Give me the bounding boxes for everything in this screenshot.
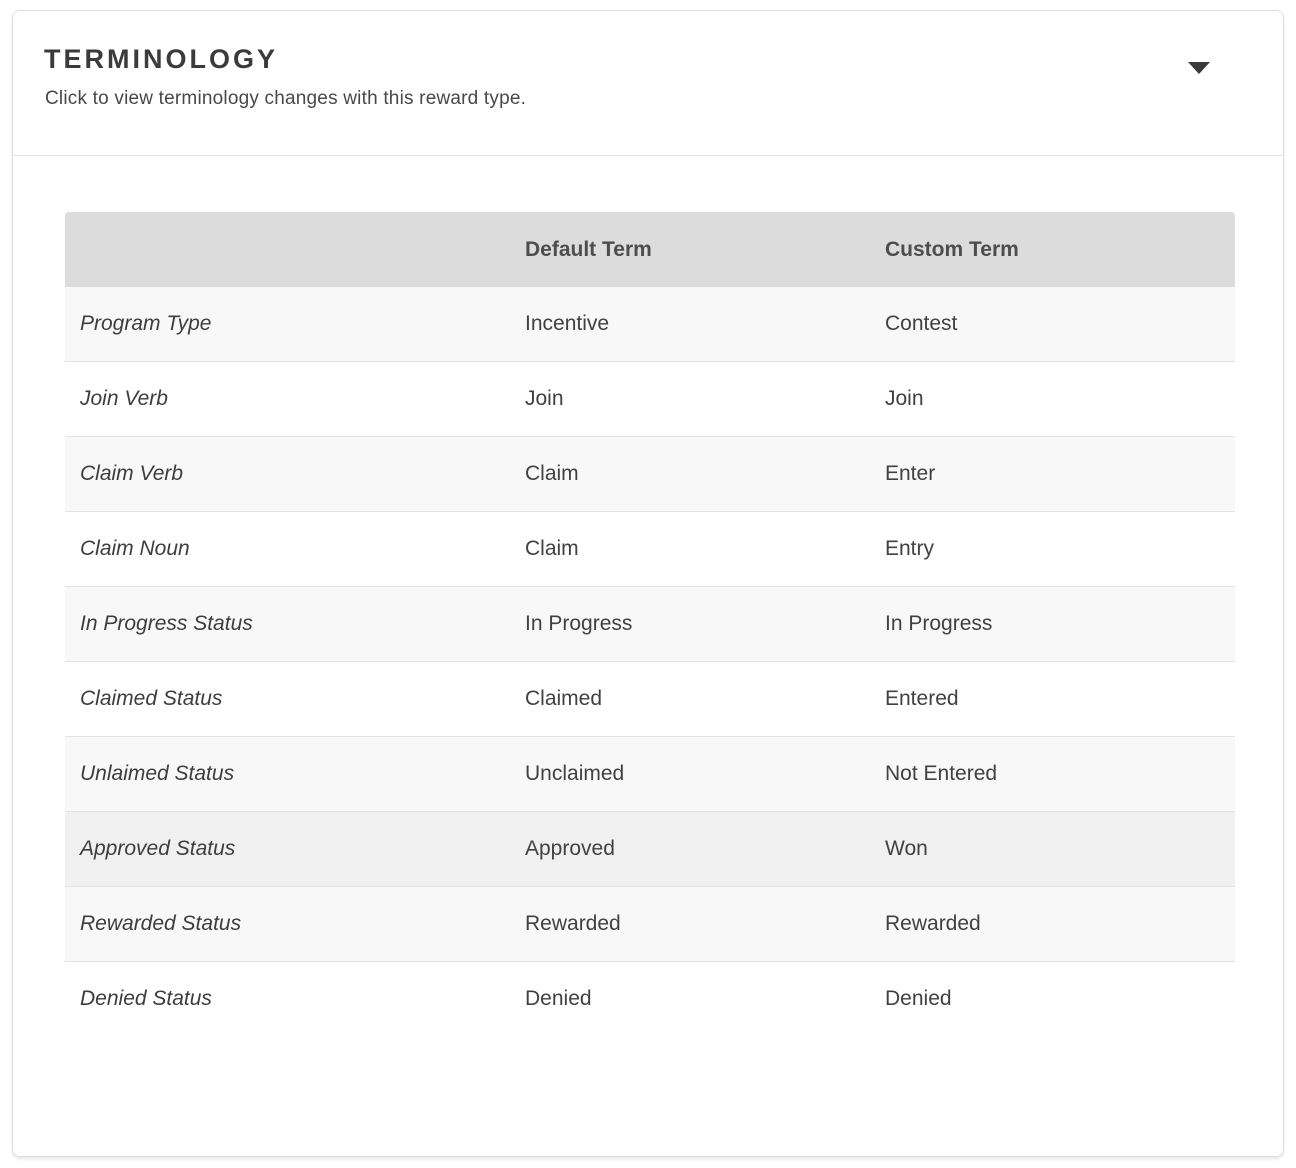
- table-row: [65, 661, 1235, 736]
- table-row: [65, 961, 1235, 1036]
- row-label: Rewarded Status: [65, 886, 525, 961]
- custom-term-cell: Join: [885, 361, 1235, 436]
- terminology-table-section: [13, 156, 1283, 1036]
- row-label: Denied Status: [65, 961, 525, 1036]
- custom-term-cell: Entered: [885, 661, 1235, 736]
- table-row: [65, 736, 1235, 811]
- custom-term-cell: Not Entered: [885, 736, 1235, 811]
- row-label: Claim Noun: [65, 511, 525, 586]
- table-row: [65, 511, 1235, 586]
- table-row: [65, 436, 1235, 511]
- row-label: Join Verb: [65, 361, 525, 436]
- default-term-cell: Join: [525, 361, 885, 436]
- custom-term-cell: Contest: [885, 287, 1235, 361]
- column-header-custom-term: Custom Term: [885, 212, 1235, 287]
- default-term-cell: Claim: [525, 436, 885, 511]
- panel-subtitle: Click to view terminology changes with this reward type.: [45, 88, 527, 109]
- row-label: Program Type: [65, 287, 525, 361]
- custom-term-cell: Denied: [885, 961, 1235, 1036]
- table-row: [65, 361, 1235, 436]
- custom-term-cell: Rewarded: [885, 886, 1235, 961]
- default-term-cell: Denied: [525, 961, 885, 1036]
- table-row: [65, 811, 1235, 886]
- default-term-cell: Claimed: [525, 661, 885, 736]
- row-label: Claim Verb: [65, 436, 525, 511]
- terminology-table-body: [65, 287, 1235, 1036]
- default-term-cell: Unclaimed: [525, 736, 885, 811]
- panel-title: TERMINOLOGY: [44, 44, 278, 74]
- terminology-table: [65, 212, 1235, 1036]
- table-row: [65, 886, 1235, 961]
- default-term-cell: Approved: [525, 811, 885, 886]
- custom-term-cell: Entry: [885, 511, 1235, 586]
- column-header-default-term: Default Term: [525, 212, 885, 287]
- table-row: [65, 586, 1235, 661]
- default-term-cell: Rewarded: [525, 886, 885, 961]
- default-term-cell: In Progress: [525, 586, 885, 661]
- custom-term-cell: Enter: [885, 436, 1235, 511]
- default-term-cell: Claim: [525, 511, 885, 586]
- table-header-row: [65, 212, 1235, 287]
- custom-term-cell: Won: [885, 811, 1235, 886]
- table-row: [65, 287, 1235, 361]
- chevron-down-icon[interactable]: [1188, 62, 1210, 74]
- row-label: In Progress Status: [65, 586, 525, 661]
- terminology-panel: [12, 10, 1284, 1157]
- terminology-collapse-header[interactable]: [13, 11, 1283, 156]
- row-label: Claimed Status: [65, 661, 525, 736]
- custom-term-cell: In Progress: [885, 586, 1235, 661]
- column-header-empty: [65, 212, 525, 287]
- row-label: Approved Status: [65, 811, 525, 886]
- default-term-cell: Incentive: [525, 287, 885, 361]
- row-label: Unlaimed Status: [65, 736, 525, 811]
